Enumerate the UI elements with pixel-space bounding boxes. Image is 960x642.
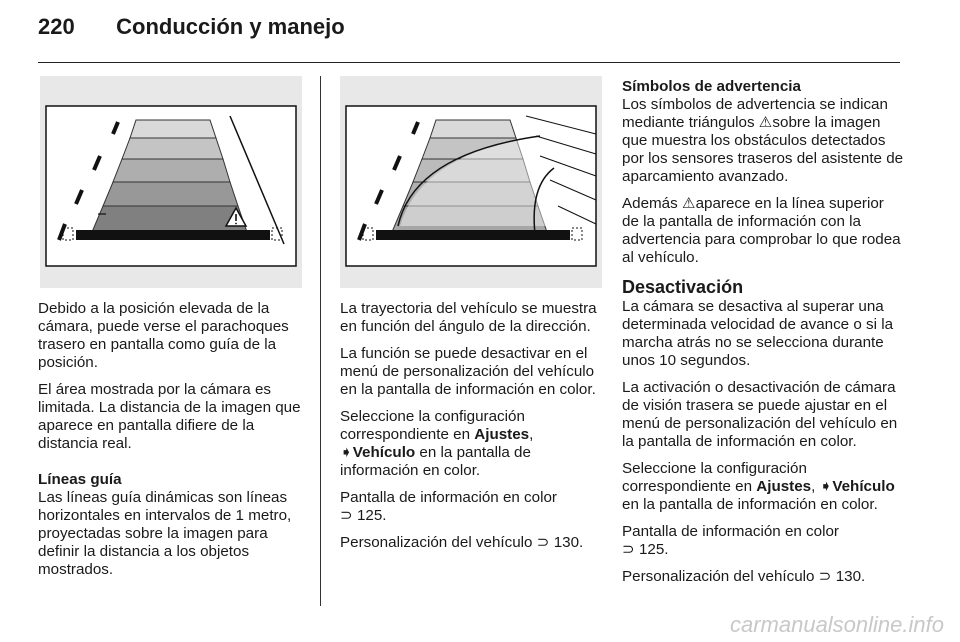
paragraph: Personalización del vehículo ⊃ 130. (340, 534, 584, 551)
page-number: 220 (38, 14, 75, 39)
column-1 (38, 300, 306, 588)
page-reference-icon: ⊃ (340, 507, 353, 524)
menu-arrow-icon: ➧ (819, 478, 833, 495)
camera-guide-lines-figure (40, 76, 302, 288)
paragraph: Pantalla de información en color ⊃ 125. (340, 489, 557, 524)
page-header (38, 14, 345, 40)
menu-vehiculo: Vehículo (832, 478, 895, 495)
section-heading: Símbolos de advertencia (622, 78, 801, 95)
column-divider (320, 76, 321, 606)
warning-triangle-icon: ⚠ (758, 114, 773, 131)
menu-ajustes: Ajustes (756, 478, 812, 495)
page-reference[interactable]: 125. (638, 541, 669, 558)
paragraph: Pantalla de información en color ⊃ 125. (622, 523, 839, 558)
page-reference[interactable]: 125. (356, 507, 387, 524)
paragraph: La trayectoria del vehículo se muestra en función del ángulo de la dirección. (340, 300, 597, 335)
paragraph: Seleccione la configuración correspondiente en Ajustes, ➧Vehículo en la pantalla de información en color. (622, 460, 895, 513)
watermark: carmanualsonline.info (729, 612, 944, 637)
menu-ajustes: Ajustes (474, 426, 530, 443)
page-reference-icon: ⊃ (622, 541, 635, 558)
paragraph: Los símbolos de advertencia se indican mediante triángulos ⚠sobre la imagen que muestra los obstáculos detectados por los sensores traseros del asistente de aparcamiento avanzado. (622, 96, 904, 185)
paragraph: El área mostrada por la cámara es limitada. La distancia de la imagen que aparece en pantalla difiere de la distancia real. (38, 381, 301, 452)
paragraph: Las líneas guía dinámicas son líneas horizontales en intervalos de 1 metro, proyectadas sobre la imagen para definir la distancia a los objetos mostrados. (38, 489, 292, 578)
warning-triangle-icon: ⚠ (681, 195, 696, 212)
paragraph: Además ⚠aparece en la línea superior de la pantalla de información con la advertencia para comprobar lo que rodea al vehículo. (622, 195, 901, 266)
column-3 (622, 78, 904, 595)
paragraph: Seleccione la configuración correspondiente en Ajustes, ➧Vehículo en la pantalla de información en color. (340, 408, 534, 479)
header-divider (38, 62, 900, 63)
page-reference[interactable]: 130. (835, 568, 866, 585)
paragraph: La activación o desactivación de cámara de visión trasera se puede ajustar en el menú de personalización del vehículo en la pantalla de información en color. (622, 379, 898, 450)
section-heading: Desactivación (622, 277, 744, 297)
page-reference[interactable]: 130. (553, 534, 584, 551)
page-reference-icon: ⊃ (536, 534, 550, 551)
paragraph: La función se puede desactivar en el menú de personalización del vehículo en la pantalla de información en color. (340, 345, 596, 398)
camera-trajectory-figure (340, 76, 602, 288)
menu-vehiculo: Vehículo (352, 444, 416, 461)
page-reference-icon: ⊃ (818, 568, 832, 585)
column-2 (340, 300, 608, 561)
page-title: Conducción y manejo (116, 14, 345, 39)
paragraph: Personalización del vehículo ⊃ 130. (622, 568, 866, 585)
menu-arrow-icon: ➧ (340, 444, 353, 461)
paragraph: La cámara se desactiva al superar una determinada velocidad de avance o si la marcha atrás no se selecciona durante unos 10 segundos. (622, 298, 894, 369)
paragraph: Debido a la posición elevada de la cámara, puede verse el parachoques trasero en pantalla como guía de la posición. (38, 300, 289, 371)
guide-lines-illustration (40, 76, 302, 288)
trajectory-illustration (340, 76, 602, 288)
section-heading: Líneas guía (38, 471, 122, 488)
